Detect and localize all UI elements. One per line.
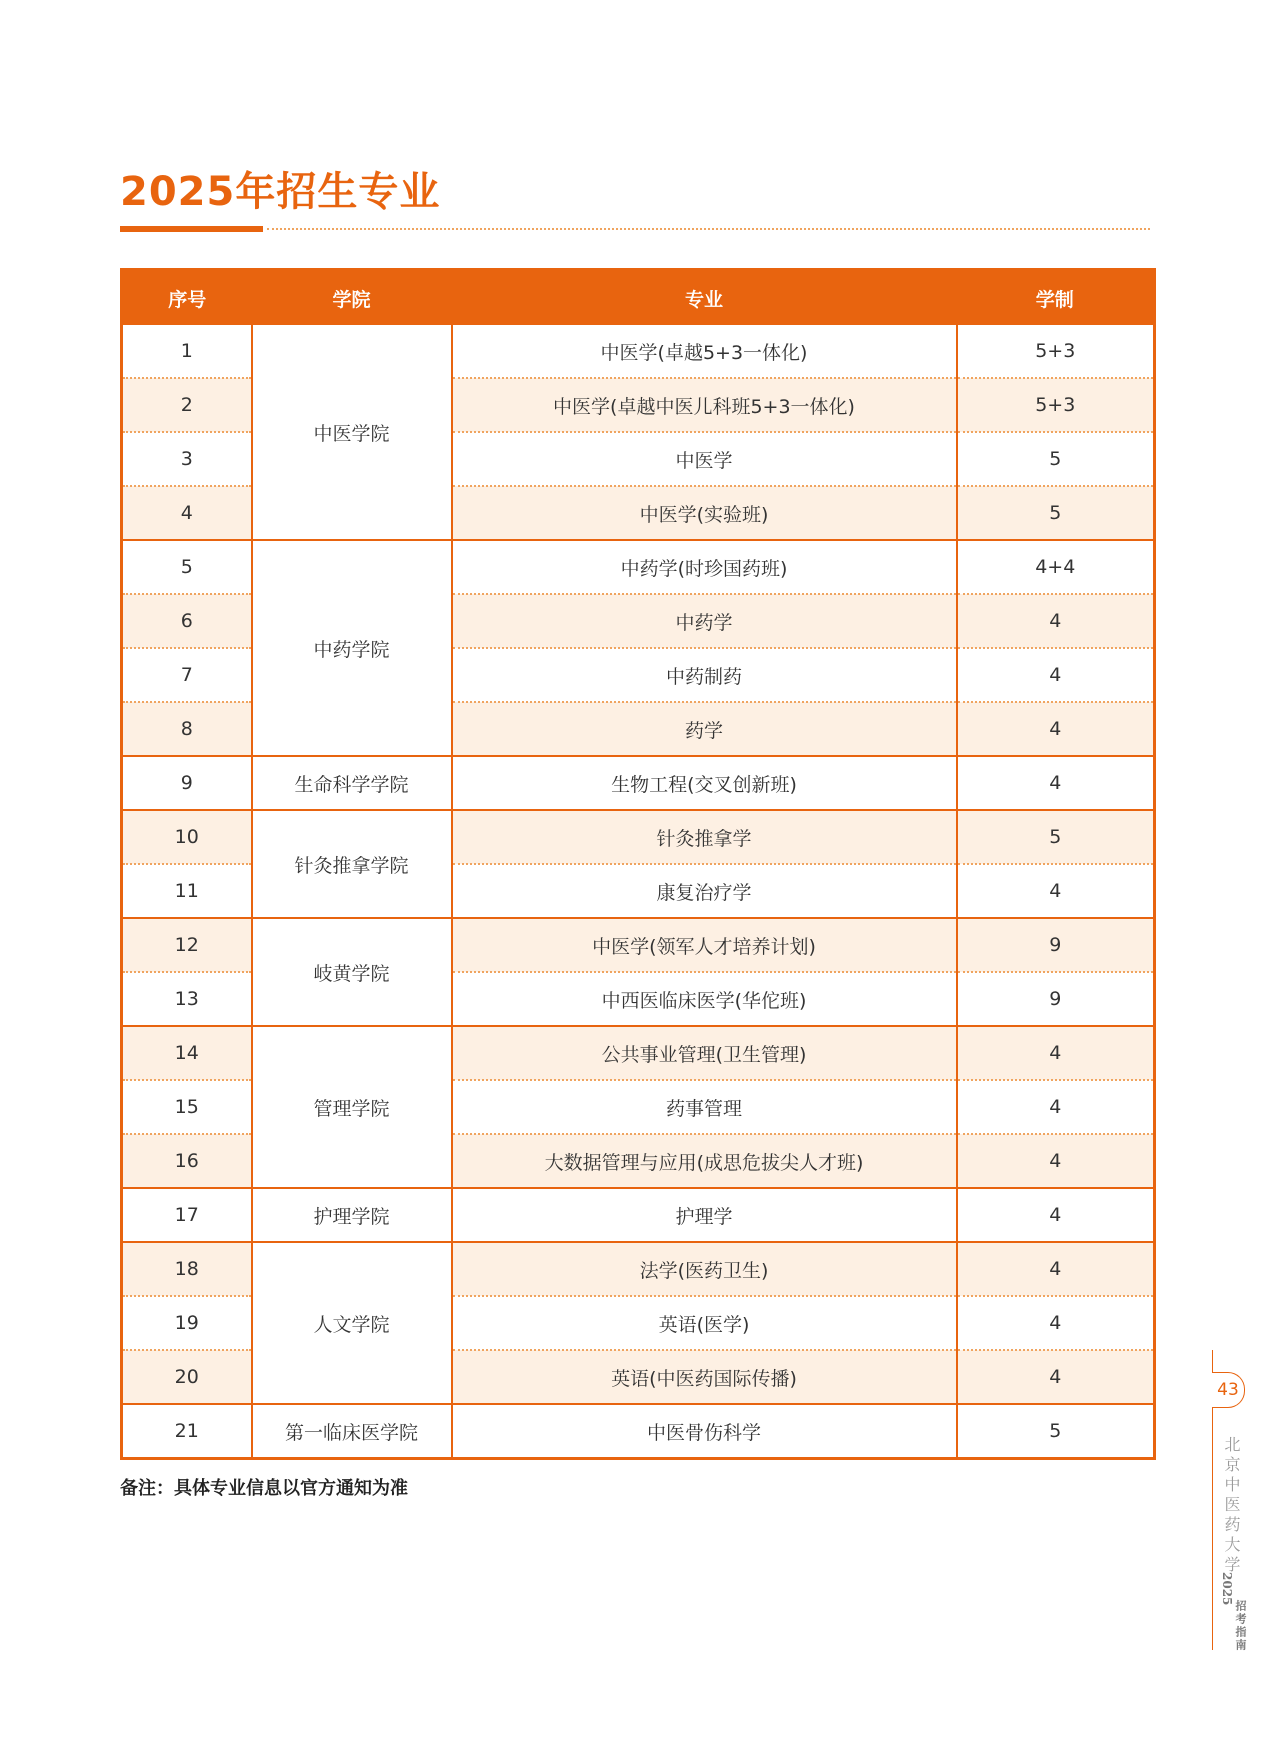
cell-seq: 6 xyxy=(122,594,252,648)
cell-seq: 18 xyxy=(122,1242,252,1296)
cell-seq: 7 xyxy=(122,648,252,702)
cell-years: 4 xyxy=(957,1134,1155,1188)
title-underline xyxy=(120,226,263,232)
table-row xyxy=(122,1188,1155,1242)
footnote: 备注：具体专业信息以官方通知为准 xyxy=(120,1478,408,1499)
cell-major: 中药学 xyxy=(452,594,957,648)
side-guide-year: 2025 xyxy=(1220,1572,1234,1606)
cell-seq: 5 xyxy=(122,540,252,594)
cell-years: 5 xyxy=(957,810,1155,864)
cell-major: 大数据管理与应用(成思危拔尖人才班) xyxy=(452,1134,957,1188)
cell-years: 5+3 xyxy=(957,325,1155,378)
cell-years: 4 xyxy=(957,1296,1155,1350)
cell-college: 人文学院 xyxy=(252,1242,452,1404)
cell-major: 英语(医学) xyxy=(452,1296,957,1350)
cell-seq: 19 xyxy=(122,1296,252,1350)
cell-years: 5 xyxy=(957,432,1155,486)
cell-major: 生物工程(交叉创新班) xyxy=(452,756,957,810)
cell-major: 中医学(领军人才培养计划) xyxy=(452,918,957,972)
cell-years: 4 xyxy=(957,1242,1155,1296)
cell-years: 9 xyxy=(957,918,1155,972)
cell-seq: 10 xyxy=(122,810,252,864)
cell-major: 中医骨伤科学 xyxy=(452,1404,957,1459)
cell-major: 公共事业管理(卫生管理) xyxy=(452,1026,957,1080)
cell-years: 4 xyxy=(957,648,1155,702)
cell-college: 生命科学学院 xyxy=(252,756,452,810)
cell-years: 4 xyxy=(957,756,1155,810)
cell-years: 4 xyxy=(957,1188,1155,1242)
page-number: 43 xyxy=(1212,1372,1245,1408)
cell-college: 针灸推拿学院 xyxy=(252,810,452,918)
cell-seq: 13 xyxy=(122,972,252,1026)
cell-college: 第一临床医学院 xyxy=(252,1404,452,1459)
cell-major: 药事管理 xyxy=(452,1080,957,1134)
table-row xyxy=(122,1404,1155,1459)
table-row xyxy=(122,540,1155,594)
table-header-row xyxy=(122,270,1155,326)
cell-years: 4 xyxy=(957,594,1155,648)
cell-years: 4 xyxy=(957,1350,1155,1404)
cell-seq: 15 xyxy=(122,1080,252,1134)
majors-table xyxy=(120,268,1156,1460)
cell-college: 中药学院 xyxy=(252,540,452,756)
title-dotted-rule xyxy=(267,228,1150,230)
table-row xyxy=(122,756,1155,810)
cell-seq: 9 xyxy=(122,756,252,810)
cell-seq: 8 xyxy=(122,702,252,756)
cell-major: 护理学 xyxy=(452,1188,957,1242)
cell-college: 岐黄学院 xyxy=(252,918,452,1026)
cell-college: 中医学院 xyxy=(252,325,452,540)
cell-seq: 3 xyxy=(122,432,252,486)
cell-major: 中医学 xyxy=(452,432,957,486)
cell-major: 中医学(实验班) xyxy=(452,486,957,540)
header-major: 专业 xyxy=(452,270,957,326)
cell-college: 护理学院 xyxy=(252,1188,452,1242)
cell-seq: 4 xyxy=(122,486,252,540)
cell-major: 中医学(卓越中医儿科班5+3一体化) xyxy=(452,378,957,432)
cell-major: 药学 xyxy=(452,702,957,756)
cell-seq: 16 xyxy=(122,1134,252,1188)
cell-major: 中药制药 xyxy=(452,648,957,702)
cell-seq: 12 xyxy=(122,918,252,972)
cell-seq: 11 xyxy=(122,864,252,918)
cell-years: 9 xyxy=(957,972,1155,1026)
side-university-name: 北京中医药大学 xyxy=(1222,1436,1241,1576)
cell-years: 5 xyxy=(957,1404,1155,1459)
cell-seq: 1 xyxy=(122,325,252,378)
cell-seq: 17 xyxy=(122,1188,252,1242)
cell-years: 4 xyxy=(957,702,1155,756)
table-row xyxy=(122,1026,1155,1080)
cell-major: 中西医临床医学(华佗班) xyxy=(452,972,957,1026)
cell-years: 5+3 xyxy=(957,378,1155,432)
header-college: 学院 xyxy=(252,270,452,326)
cell-major: 针灸推拿学 xyxy=(452,810,957,864)
cell-major: 中药学(时珍国药班) xyxy=(452,540,957,594)
cell-college: 管理学院 xyxy=(252,1026,452,1188)
cell-major: 康复治疗学 xyxy=(452,864,957,918)
table-row xyxy=(122,1242,1155,1296)
cell-years: 4 xyxy=(957,1080,1155,1134)
cell-seq: 2 xyxy=(122,378,252,432)
cell-seq: 20 xyxy=(122,1350,252,1404)
cell-major: 英语(中医药国际传播) xyxy=(452,1350,957,1404)
cell-major: 中医学(卓越5+3一体化) xyxy=(452,325,957,378)
side-guide-label: 招考指南 xyxy=(1234,1600,1247,1652)
header-years: 学制 xyxy=(957,270,1155,326)
cell-years: 4 xyxy=(957,864,1155,918)
table-row xyxy=(122,810,1155,864)
cell-seq: 21 xyxy=(122,1404,252,1459)
cell-seq: 14 xyxy=(122,1026,252,1080)
page-title: 2025年招生专业 xyxy=(120,169,441,215)
cell-years: 4+4 xyxy=(957,540,1155,594)
table-row xyxy=(122,918,1155,972)
cell-major: 法学(医药卫生) xyxy=(452,1242,957,1296)
header-seq: 序号 xyxy=(122,270,252,326)
table-row xyxy=(122,325,1155,378)
cell-years: 4 xyxy=(957,1026,1155,1080)
cell-years: 5 xyxy=(957,486,1155,540)
